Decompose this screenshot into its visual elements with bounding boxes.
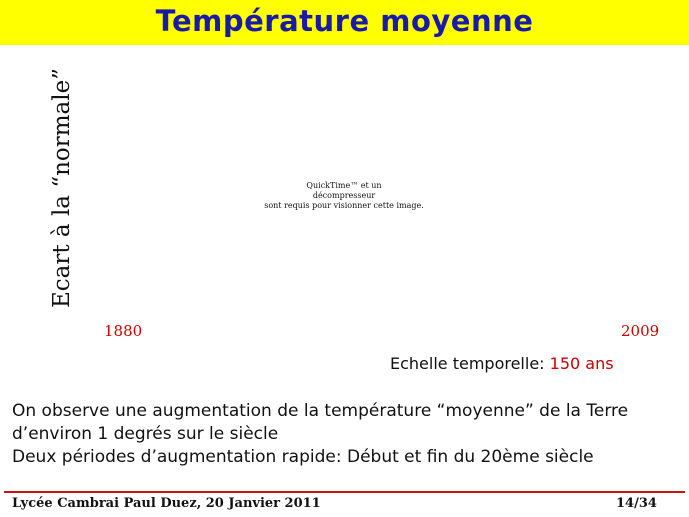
placeholder-line-2: décompresseur — [312, 191, 376, 200]
footer-school-date: Lycée Cambrai Paul Duez, 20 Janvier 2011 — [12, 496, 321, 511]
axis-end-year: 2009 — [621, 322, 660, 340]
axis-start-year: 1880 — [104, 322, 143, 340]
time-scale — [390, 354, 614, 373]
time-scale-label: Echelle temporelle: — [390, 354, 545, 373]
observation-line-3: Deux périodes d’augmentation rapide: Début et fin du 20ème siècle — [12, 447, 594, 467]
title-bar — [0, 0, 689, 45]
placeholder-line-3: sont requis pour visionner cette image. — [264, 201, 424, 210]
y-axis-label: Ecart à la “normale” — [49, 68, 75, 308]
slide-title: Température moyenne — [155, 3, 534, 38]
quicktime-placeholder — [244, 181, 444, 211]
footer-divider — [4, 491, 685, 493]
time-scale-value: 150 ans — [549, 354, 614, 373]
placeholder-line-1: QuickTime™ et un — [306, 181, 382, 190]
observation-line-2: d’environ 1 degrés sur le siècle — [12, 424, 279, 444]
footer-page-number: 14/34 — [616, 496, 657, 511]
observation-line-1: On observe une augmentation de la température “moyenne” de la Terre — [12, 401, 629, 421]
